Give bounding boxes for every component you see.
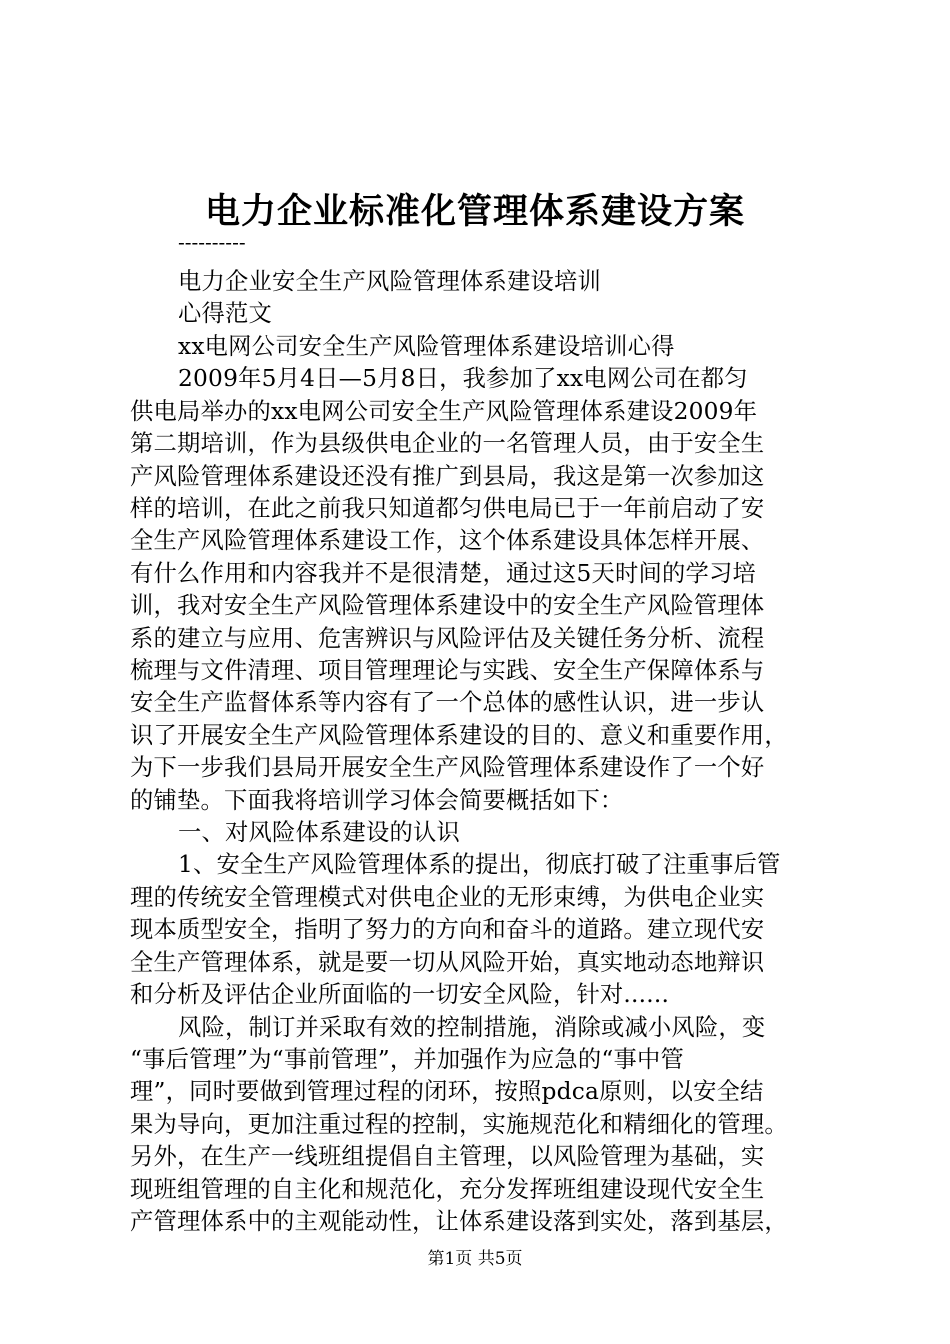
paragraph-line: 训，我对安全生产风险管理体系建设中的安全生产风险管理体 [130, 592, 765, 620]
subtitle-line: 电力企业安全生产风险管理体系建设培训 [178, 268, 601, 295]
heading-line: xx电网公司安全生产风险管理体系建设培训心得 [178, 332, 675, 360]
paragraph-line: 第二期培训，作为县级供电企业的一名管理人员，由于安全生 [130, 430, 765, 458]
paragraph-line: 识了开展安全生产风险管理体系建设的目的、意义和重要作用， [130, 721, 788, 749]
document-title: 电力企业标准化管理体系建设方案 [204, 191, 745, 232]
section-heading: 一、对风险体系建设的认识 [178, 819, 460, 846]
paragraph-line: 现班组管理的自主化和规范化，充分发挥班组建设现代安全生 [130, 1175, 765, 1203]
paragraph-line: 全生产风险管理体系建设工作，这个体系建设具体怎样开展、 [130, 527, 765, 555]
separator-line: ---------- [178, 230, 246, 254]
subtitle-line: 心得范文 [178, 300, 272, 328]
paragraph-line: 系的建立与应用、危害辨识与风险评估及关键任务分析、流程 [130, 624, 765, 652]
paragraph-line: 现本质型安全，指明了努力的方向和奋斗的道路。建立现代安 [130, 916, 765, 944]
paragraph-line: 1、安全生产风险管理体系的提出，彻底打破了注重事后管 [178, 851, 781, 879]
page-footer: 第1页 共5页 [427, 1249, 523, 1269]
paragraph-line: 为下一步我们县局开展安全生产风险管理体系建设作了一个好 [130, 754, 765, 782]
paragraph-line: 理”，同时要做到管理过程的闭环，按照pdca原则，以安全结 [130, 1078, 764, 1106]
paragraph-line: 另外，在生产一线班组提倡自主管理，以风险管理为基础，实 [130, 1143, 765, 1171]
paragraph-line: 2009年5月4日—5月8日，我参加了xx电网公司在都匀 [178, 365, 748, 393]
paragraph-line: 供电局举办的xx电网公司安全生产风险管理体系建设2009年 [130, 397, 758, 425]
paragraph-line: 产管理体系中的主观能动性，让体系建设落到实处，落到基层， [130, 1208, 788, 1235]
paragraph-line: 样的培训，在此之前我只知道都匀供电局已于一年前启动了安 [130, 494, 765, 522]
paragraph-line: 果为导向，更加注重过程的控制，实施规范化和精细化的管理。 [130, 1110, 788, 1138]
paragraph-line: 安全生产监督体系等内容有了一个总体的感性认识，进一步认 [130, 689, 765, 717]
paragraph-line: 产风险管理体系建设还没有推广到县局，我这是第一次参加这 [130, 462, 765, 490]
paragraph-line: 理的传统安全管理模式对供电企业的无形束缚，为供电企业实 [130, 883, 765, 911]
paragraph-line: 和分析及评估企业所面临的一切安全风险，针对...... [130, 981, 670, 1009]
paragraph-line: 的铺垫。下面我将培训学习体会简要概括如下： [130, 786, 624, 814]
paragraph-line: “事后管理”为“事前管理”，并加强作为应急的“事中管 [130, 1045, 684, 1073]
paragraph-line: 有什么作用和内容我并不是很清楚，通过这5天时间的学习培 [130, 559, 756, 587]
paragraph-line: 梳理与文件清理、项目管理理论与实践、安全生产保障体系与 [130, 657, 765, 684]
paragraph-line: 全生产管理体系，就是要一切从风险开始，真实地动态地辩识 [130, 948, 765, 976]
paragraph-line: 风险，制订并采取有效的控制措施，消除或减小风险，变 [178, 1013, 766, 1041]
